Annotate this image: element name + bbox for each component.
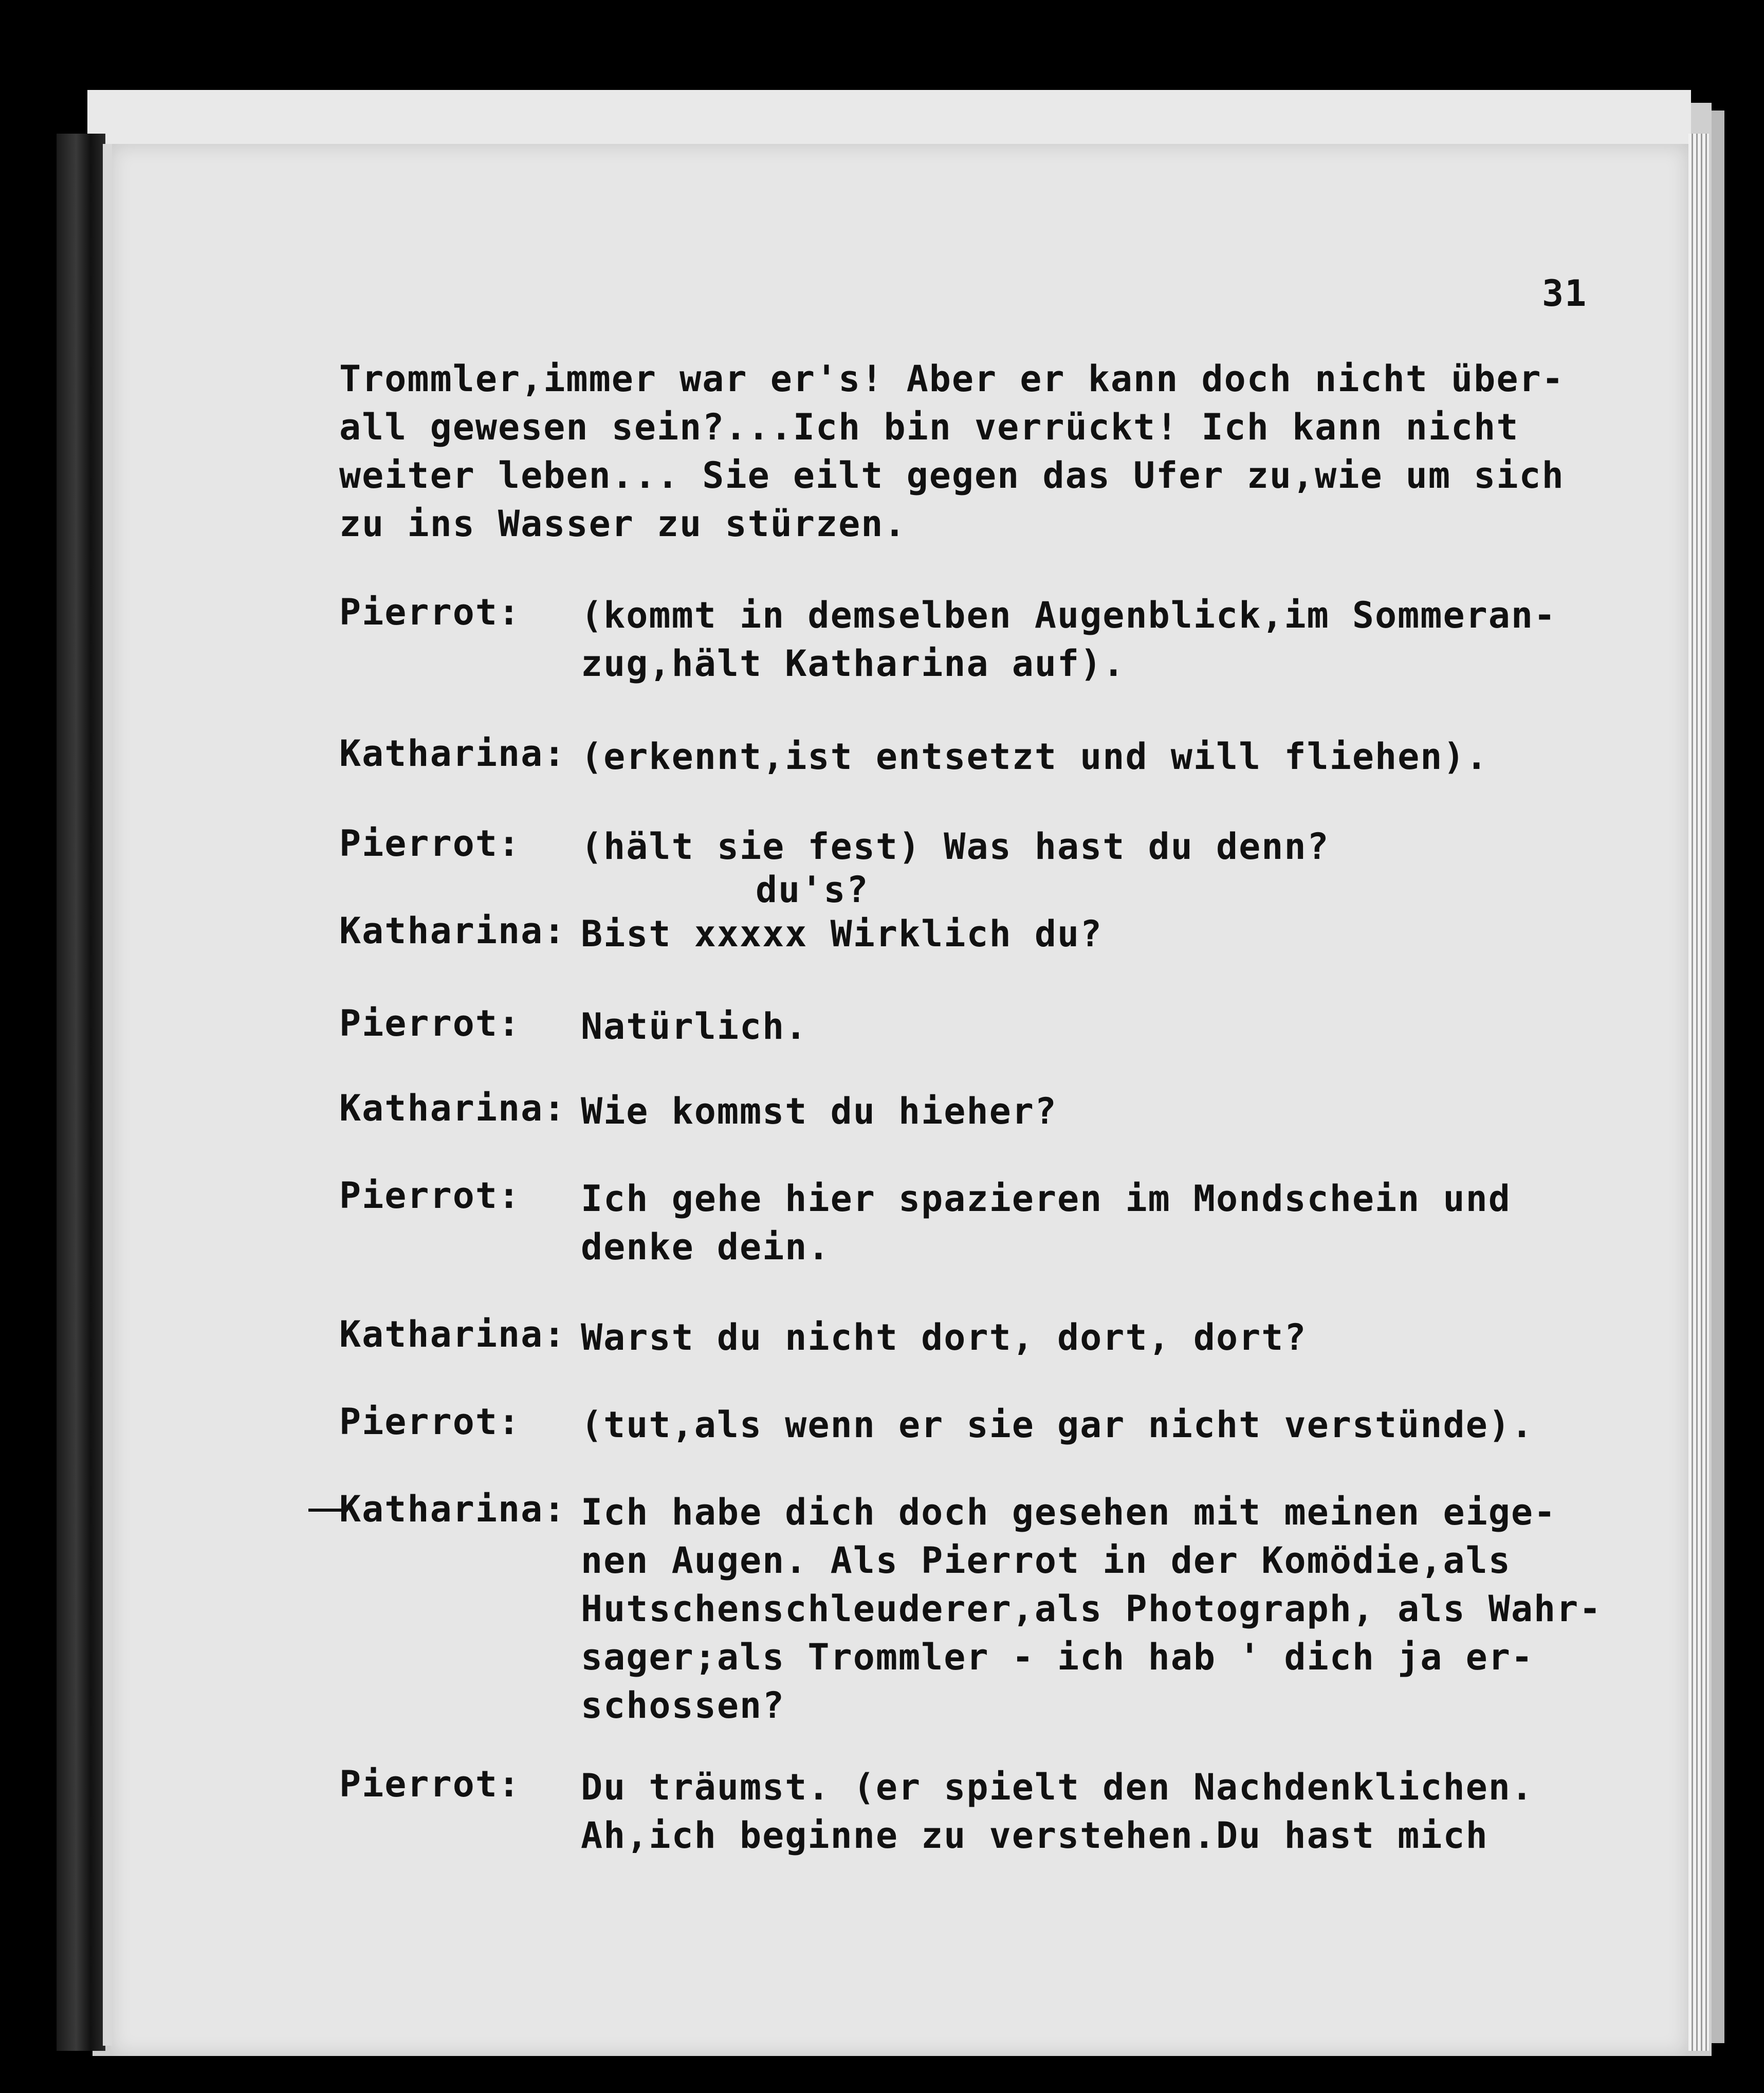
opening-line: zu ins Wasser zu stürzen. bbox=[339, 503, 907, 545]
dialogue-line: Warst du nicht dort, dort, dort? bbox=[581, 1316, 1307, 1358]
speaker-name: Katharina: bbox=[339, 1313, 566, 1355]
handwritten-insertion: du's? bbox=[756, 869, 869, 911]
speaker-name: Pierrot: bbox=[339, 1401, 521, 1443]
dialogue-line: zug,hält Katharina auf). bbox=[581, 642, 1126, 685]
opening-line: weiter leben... Sie eilt gegen das Ufer zu,wie um sich bbox=[339, 454, 1565, 497]
dialogue-line: Natürlich. bbox=[581, 1005, 808, 1048]
dialogue-line: Bist xxxxx Wirklich du? bbox=[581, 913, 1103, 955]
dialogue-line: (hält sie fest) Was hast du denn? bbox=[581, 825, 1330, 868]
page-top-edge bbox=[87, 90, 1691, 150]
opening-line: Trommler,immer war er's! Aber er kann doch nicht über- bbox=[339, 358, 1565, 400]
binding-edge bbox=[57, 134, 105, 2051]
page-left-edge bbox=[103, 144, 112, 2046]
speaker-name: Katharina: bbox=[339, 910, 566, 952]
speaker-name: Pierrot: bbox=[339, 1174, 521, 1217]
speaker-name: Katharina: bbox=[339, 732, 566, 775]
speaker-name: Katharina: bbox=[339, 1087, 566, 1129]
dialogue-line: schossen? bbox=[581, 1684, 785, 1727]
speaker-name: Pierrot: bbox=[339, 591, 521, 633]
speaker-name: Pierrot: bbox=[339, 1763, 521, 1805]
dialogue-line: Wie kommst du hieher? bbox=[581, 1090, 1058, 1132]
dialogue-line: (erkennt,ist entsetzt und will fliehen). bbox=[581, 736, 1489, 778]
dialogue-line: Ich habe dich doch gesehen mit meinen eige- bbox=[581, 1491, 1557, 1533]
dialogue-line: (tut,als wenn er sie gar nicht verstünde). bbox=[581, 1404, 1534, 1446]
speaker-name: Pierrot: bbox=[339, 1002, 521, 1044]
opening-paragraph bbox=[339, 355, 1655, 548]
dialogue-line: Ah,ich beginne zu verstehen.Du hast mich bbox=[581, 1814, 1489, 1857]
page-number: 31 bbox=[1542, 272, 1588, 315]
speaker-name: Pierrot: bbox=[339, 822, 521, 865]
speaker-name: Katharina: bbox=[339, 1488, 566, 1530]
dialogue-line: nen Augen. Als Pierrot in der Komödie,als bbox=[581, 1539, 1511, 1582]
dialogue-line: Hutschenschleuderer,als Photograph, als Wahr- bbox=[581, 1588, 1602, 1630]
dialogue-line: sager;als Trommler - ich hab ' dich ja er- bbox=[581, 1636, 1534, 1678]
dialogue-line: (kommt in demselben Augenblick,im Sommeran- bbox=[581, 594, 1557, 636]
dialogue-line: denke dein. bbox=[581, 1226, 831, 1268]
dialogue-line: Du träumst. (er spielt den Nachdenklichen. bbox=[581, 1766, 1534, 1808]
stacked-page-edges bbox=[1688, 134, 1709, 2051]
dialogue-line: Ich gehe hier spazieren im Mondschein und bbox=[581, 1178, 1511, 1220]
opening-line: all gewesen sein?...Ich bin verrückt! Ich kann nicht bbox=[339, 406, 1519, 448]
